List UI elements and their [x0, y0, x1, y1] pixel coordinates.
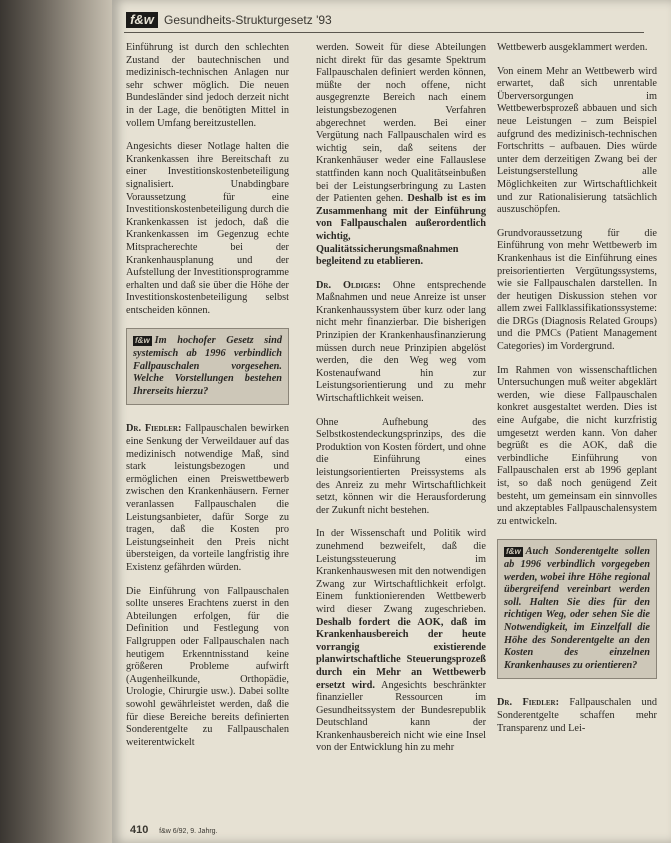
question-logo: f&w — [506, 547, 521, 557]
paragraph: Einführung ist durch den schlechten Zustand der bautechnischen und medizinisch-technischen Anlagen nur sehr schwer möglich. Die neuen Bundesländer sind jedoch derzeit nicht in der Lage, die benötigten Mittel in vollem Umfang bereitzustellen. — [126, 42, 289, 129]
question-text: Im hochofer Gesetz sind systemisch ab 1996 verbindlich Fallpauschalen vorgesehen. Welche Vorstellungen bestehen Ihrerseits hierzu? — [133, 335, 282, 397]
emphasis-text: Deshalb ist es im Zusammenhang mit der Einführung von Fallpauschalen außerordentlich wichtig, Qualitätssicherungsmaßnahmen begleitend zu etablieren. — [316, 193, 486, 268]
paragraph: Im Rahmen von wissenschaftlichen Untersuchungen muß weiter abgeklärt werden, wie diese Fallpauschalen konkret ausgestaltet werden. Dies ist eine Aufgabe, die nicht kurzfristig umgesetzt werden kann. Von daher begrüßt es die AOK, daß die verbindliche Einführung von Fallpauschalen erst ab 1996 geplant ist, so daß noch genügend Zeit besteht, um gemeinsam ein sinnvolles und akzeptables Fallpauschalensystem zu entwickeln. — [497, 364, 657, 527]
paragraph: Die Einführung von Fallpauschalen sollte unseres Erachtens zuerst in den Abteilungen erfolgen, für die Definition und Festlegung von Fallgruppen oder Fallpauschalen nach heutigem Erkenntnisstand keine größeren Probleme aufwirft (Augenheilkunde, Orthopädie, Urologie, Chirurgie usw.). Dabei sollte sowohl gewährleistet werden, daß die für diese Bereiche bereits definierten Sonderentgelte zu Fallpauschalen weiterentwickelt — [126, 585, 289, 748]
text-column-1 — [126, 42, 289, 760]
text-column-2 — [316, 42, 486, 766]
question-logo: f&w — [135, 336, 150, 346]
answer-text: werden. Soweit für diese Abteilungen nicht direkt für das gesamte Spektrum Fallpauschalen definiert werden können, müßte der noch offene, nicht ausgegrenzte Bereich nach einem leistungsbezogenen Verfahren abgerechnet werden. Bei einer Vergütung nach Fallpauschalen wird es wichtig sein, daß seitens der Krankenhäuser weder eine Fallauslese stattfinden kann noch Qualitätseinbußen bei der Leistungserbringung zu Lasten der Patienten gehen. — [316, 42, 486, 205]
speaker-name: Dr. Oldiges: — [316, 279, 381, 291]
paragraph: Angesichts dieser Notlage halten die Krankenkassen ihre Bereitschaft zu einer Investitionskostenbeteiligung signalisiert. Unabdingbare Voraussetzung für eine Investitionskostenbeteiligung durch die Krankenkassen ist jedoch, daß die Krankenkassen im Gegenzug echte Mitspracherechte bei der Krankenhausplanung und der Aufstellung der Investitionsprogramme erhalten und daß sie über die Höhe der Investitionskostenbeteiligung selbst entscheiden können. — [126, 141, 289, 316]
answer-text: Angesichts beschränkter finanzieller Ressourcen im Gesundheitssystem der Bundesrepublik Deutschland kann der Krankenhausbereich nicht wie eine Insel von der Entwicklung hin zu mehr — [316, 679, 487, 754]
journal-logo: f&w — [126, 12, 158, 28]
question-text: Auch Sonderentgelte sollen ab 1996 verbindlich vorgegeben werden, wobei ihre Höhe regional übergreifend vereinbart werden soll. Halten Sie dies für den richtigen Weg, oder sehen Sie die Notwendigkeit, im Einzelfall die Höhe des Sonderentgelte an den Kosten des einzelnen Krankenhauses zu orientieren? — [504, 546, 650, 671]
running-header — [124, 10, 644, 33]
answer-text: Fallpauschalen bewirken eine Senkung der Verweildauer auf das medizinisch notwendige Maß, sind stark leistungsbezogen und ermöglichen einen Preiswettbewerb zwischen den Krankenhäusern. Ferner veranlassen Fallpauschalen die Leistungsanbieter, dafür Sorge zu tragen, daß die Kosten pro Leistungseinheit den Preis nicht übersteigen, da vorteile langfristig ihre Existenz gefährden würden. — [126, 423, 289, 573]
speaker-name: Dr. Fiedler: — [126, 423, 182, 435]
text-column-3 — [497, 42, 657, 746]
page-number: 410 — [130, 824, 149, 836]
question-box — [126, 328, 289, 405]
paragraph: Grundvoraussetzung für die Einführung von mehr Wettbewerb im Krankenhaus ist die Einführung eines preisorientierten Vergütungssystems, wie sie Fallpauschalen darstellen. In der heutigen Diskussion stehen vor allem zwei Fallklassifikationssysteme: die DRGs (Diagnosis Related Groups) und die PMCs (Patient Management Categories) im Vordergrund. — [497, 227, 657, 353]
paragraph — [497, 697, 657, 735]
paragraph — [316, 280, 486, 406]
answer-text: Fallpauschalen und Sonderentgelte schaffen mehr Transparenz und Lei- — [497, 697, 657, 734]
paragraph — [316, 42, 486, 269]
question-box — [497, 539, 657, 679]
paragraph — [126, 423, 289, 574]
paragraph: Wettbewerb ausgeklammert werden. — [497, 42, 648, 53]
answer-text: In der Wissenschaft und Politik wird zunehmend bezweifelt, daß die Leistungssteuerung im Krankenhauswesen mit den notwendigen Zwang zur Wirtschaftlichkeit erfolgt. Einem funktionierenden Wettbewerb wird dieser Zwang zugeschrieben. — [316, 528, 486, 615]
source-line: f&w 6/92, 9. Jahrg. — [159, 828, 218, 835]
paragraph: Ohne Aufhebung des Selbstkostendeckungsprinzips, des die Produktion von Kosten fördert, und ohne die Einführung eines leistungsorientierten Preissystems als des Anreiz zu mehr Wirtschaftlichkeit setzt, können wir die Herausforderung der Zukunft nicht bestehen. — [316, 416, 486, 516]
paragraph: Von einem Mehr an Wettbewerb wird erwartet, daß sich unrentable Überversorgungen im Wettbewerbsprozeß abbauen und sich neue Leistungen – zum Beispiel aufgrund des medizinisch-technischen Fortschritts – aufbauen. Dies würde unter dem derzeitigen Zwang bei der Leistungserstellung alle Möglichkeiten zur Wirtschaftlichkeit und zur Rationalisierung tatsächlich auszuschöpfen. — [497, 65, 657, 216]
emphasis-text: Deshalb fordert die AOK, daß im Krankenhausbereich der heute vorrangig existierende planwirtschaftliche Steuerungsprozeß durch ein Mehr an Wettbewerb ersetzt wird. — [316, 616, 486, 691]
paragraph — [316, 528, 486, 755]
page-footer — [130, 824, 218, 836]
answer-text: Ohne entsprechende Maßnahmen und neue Anreize ist unser Krankenhaussystem über kurz oder lang nicht mehr finanzierbar. Die bisherigen Prinzipien der Krankenhausfinanzierung müssen durch neue Prinzipien abgelöst werden, die den Weg weg vom Kostenaufwand hin zur Leistungsorientierung und zu mehr Wirtschaftlichkeit weisen. — [316, 279, 486, 405]
book-spine-shadow — [0, 0, 118, 843]
speaker-name: Dr. Fiedler: — [497, 697, 560, 709]
header-title: Gesundheits-Strukturgesetz '93 — [164, 13, 332, 27]
